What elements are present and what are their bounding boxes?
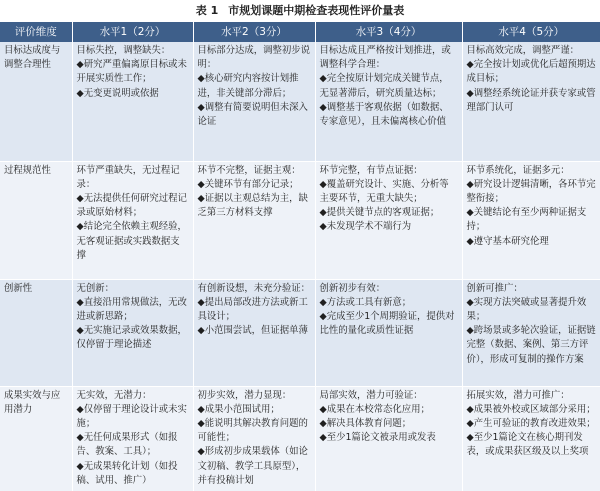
table-row [0, 42, 600, 161]
cell-bullet: ◆无任何成果形式（如报告、教案、工具）； [76, 432, 178, 458]
cell-bullet: ◆解决具体教育问题； [319, 417, 412, 429]
table-row [0, 279, 600, 386]
header-level-4: 水平4（5分） [462, 22, 600, 42]
cell-summary: 初步实效，潜力显现： [197, 389, 292, 401]
cell-bullet: ◆提供关键节点的客观证据； [319, 207, 440, 219]
level-1-cell [72, 279, 193, 386]
cell-bullet: ◆直接沿用常规做法，无改进或新思路； [76, 296, 187, 322]
cell-bullet: ◆结论完全依赖主观经验，无客观证据或实践数据支撑 [76, 221, 187, 261]
header-dimension: 评价维度 [0, 22, 72, 42]
cell-summary: 创新可推广： [466, 282, 523, 294]
cell-summary: 有创新设想，未充分验证： [197, 282, 311, 294]
level-1-cell [72, 161, 193, 279]
cell-bullet: ◆覆盖研究设计、实施、分析等主要环节，无重大缺失； [319, 178, 449, 204]
header-level-1: 水平1（2分） [72, 22, 193, 42]
level-2-cell [193, 161, 315, 279]
cell-bullet: ◆仅停留于理论设计或未实施； [76, 403, 187, 429]
level-4-cell [462, 42, 600, 161]
cell-bullet: ◆关键结论有至少两种证据支持； [466, 207, 587, 233]
level-3-cell [315, 386, 462, 491]
cell-bullet: ◆完全按原计划完成关键节点，无显著滞后，研究质量达标； [319, 73, 449, 99]
cell-bullet: ◆形成初步成果载体（如论文初稿、教学工具原型），并有投稿计划 [197, 446, 308, 486]
cell-bullet: ◆至少1篇论文被录用或发表 [319, 432, 436, 444]
level-3-cell [315, 161, 462, 279]
cell-bullet: ◆至少1篇论文在核心期刊发表，或成果获区级及以上奖项 [466, 432, 589, 458]
level-2-cell [193, 279, 315, 386]
cell-bullet: ◆完全按计划或优化后超预期达成目标； [466, 59, 596, 85]
cell-bullet: ◆跨场景或多轮次验证，证据链完整（数据、案例、第三方评价），形成可复制的操作方案 [466, 325, 596, 365]
cell-bullet: ◆无法提供任何研究过程记录或原始材料； [76, 192, 187, 219]
cell-bullet: ◆成果在本校常态化应用； [319, 403, 430, 415]
table-row [0, 386, 600, 491]
cell-bullet: ◆核心研究内容按计划推进，非关键部分滞后； [197, 73, 299, 99]
level-2-cell [193, 42, 315, 161]
cell-bullet: ◆无变更说明或依据 [76, 87, 159, 99]
cell-bullet: ◆产生可验证的教育改进效果； [466, 417, 596, 429]
cell-summary: 环节不完整，证据主观： [197, 164, 301, 176]
cell-bullet: ◆成果被外校或区域部分采用； [466, 403, 596, 415]
cell-summary: 无实效，无潜力： [76, 389, 152, 401]
dimension-cell: 过程规范性 [0, 161, 72, 279]
cell-bullet: ◆方法或工具有新意； [319, 296, 412, 308]
level-1-cell [72, 42, 193, 161]
level-1-cell [72, 386, 193, 491]
table-row [0, 161, 600, 279]
evaluation-table [0, 22, 600, 491]
cell-bullet: ◆调整基于客观依据（如数据、专家意见），且未偏离核心价值 [319, 101, 449, 128]
cell-bullet: ◆提出局部改进方法或新工具设计； [197, 296, 308, 322]
level-4-cell [462, 386, 600, 491]
cell-summary: 目标部分达成，调整初步说明： [197, 45, 311, 71]
level-4-cell [462, 279, 600, 386]
table-title-text: 市规划课题中期检查表现性评价量表 [228, 4, 405, 17]
table-header-row [0, 22, 600, 42]
cell-summary: 目标高效完成，调整严谨： [466, 45, 580, 56]
dimension-cell: 创新性 [0, 279, 72, 386]
cell-summary: 环节完整，有节点证据： [319, 164, 423, 176]
level-3-cell [315, 42, 462, 161]
cell-summary: 环节系统化，证据多元： [466, 164, 570, 176]
cell-bullet: ◆调整有简要说明但未深入论证 [197, 101, 308, 128]
cell-bullet: ◆成果小范围试用； [197, 403, 280, 415]
cell-summary: 目标失控，调整缺失： [76, 45, 171, 56]
cell-bullet: ◆能说明其解决教育问题的可能性； [197, 417, 308, 444]
cell-bullet: ◆研究设计逻辑清晰，各环节完整衔接； [466, 178, 596, 204]
cell-summary: 目标达成且严格按计划推进，或调整科学合理： [319, 45, 451, 71]
level-2-cell [193, 386, 315, 491]
cell-summary: 拓展实效，潜力可推广： [466, 389, 570, 401]
table-title [0, 0, 600, 22]
cell-bullet: ◆调整经系统论证并获专家或管理部门认可 [466, 87, 596, 113]
cell-summary: 创新初步有效： [319, 282, 386, 294]
cell-bullet: ◆研究严重偏离原目标或未开展实质性工作； [76, 59, 187, 85]
cell-bullet: ◆证据以主观总结为主，缺乏第三方材料支撑 [197, 192, 308, 219]
cell-summary: 无创新： [76, 282, 115, 294]
cell-bullet: ◆小范围尝试，但证据单薄 [197, 325, 308, 337]
cell-bullet: ◆遵守基本研究伦理 [466, 235, 549, 247]
cell-summary: 局部实效，潜力可验证： [319, 389, 423, 401]
dimension-cell: 成果实效与应用潜力 [0, 386, 72, 491]
dimension-cell: 目标达成度与调整合理性 [0, 42, 72, 161]
cell-bullet: ◆关键环节有部分记录； [197, 178, 299, 190]
header-level-2: 水平2（3分） [193, 22, 315, 42]
header-level-3: 水平3（4分） [315, 22, 462, 42]
cell-summary: 环节严重缺失，无过程记录： [76, 164, 180, 190]
cell-bullet: ◆完成至少1个周期验证，提供对比性的量化或质性证据 [319, 310, 455, 337]
level-3-cell [315, 279, 462, 386]
cell-bullet: ◆实现方法突破或显著提升效果； [466, 296, 587, 322]
level-4-cell [462, 161, 600, 279]
cell-bullet: ◆未发现学术不端行为 [319, 221, 412, 233]
table-number: 表 1 [195, 4, 219, 17]
cell-bullet: ◆无成果转化计划（如投稿、试用、推广） [76, 460, 178, 486]
cell-bullet: ◆无实施记录或效果数据，仅停留于理论描述 [76, 325, 187, 351]
